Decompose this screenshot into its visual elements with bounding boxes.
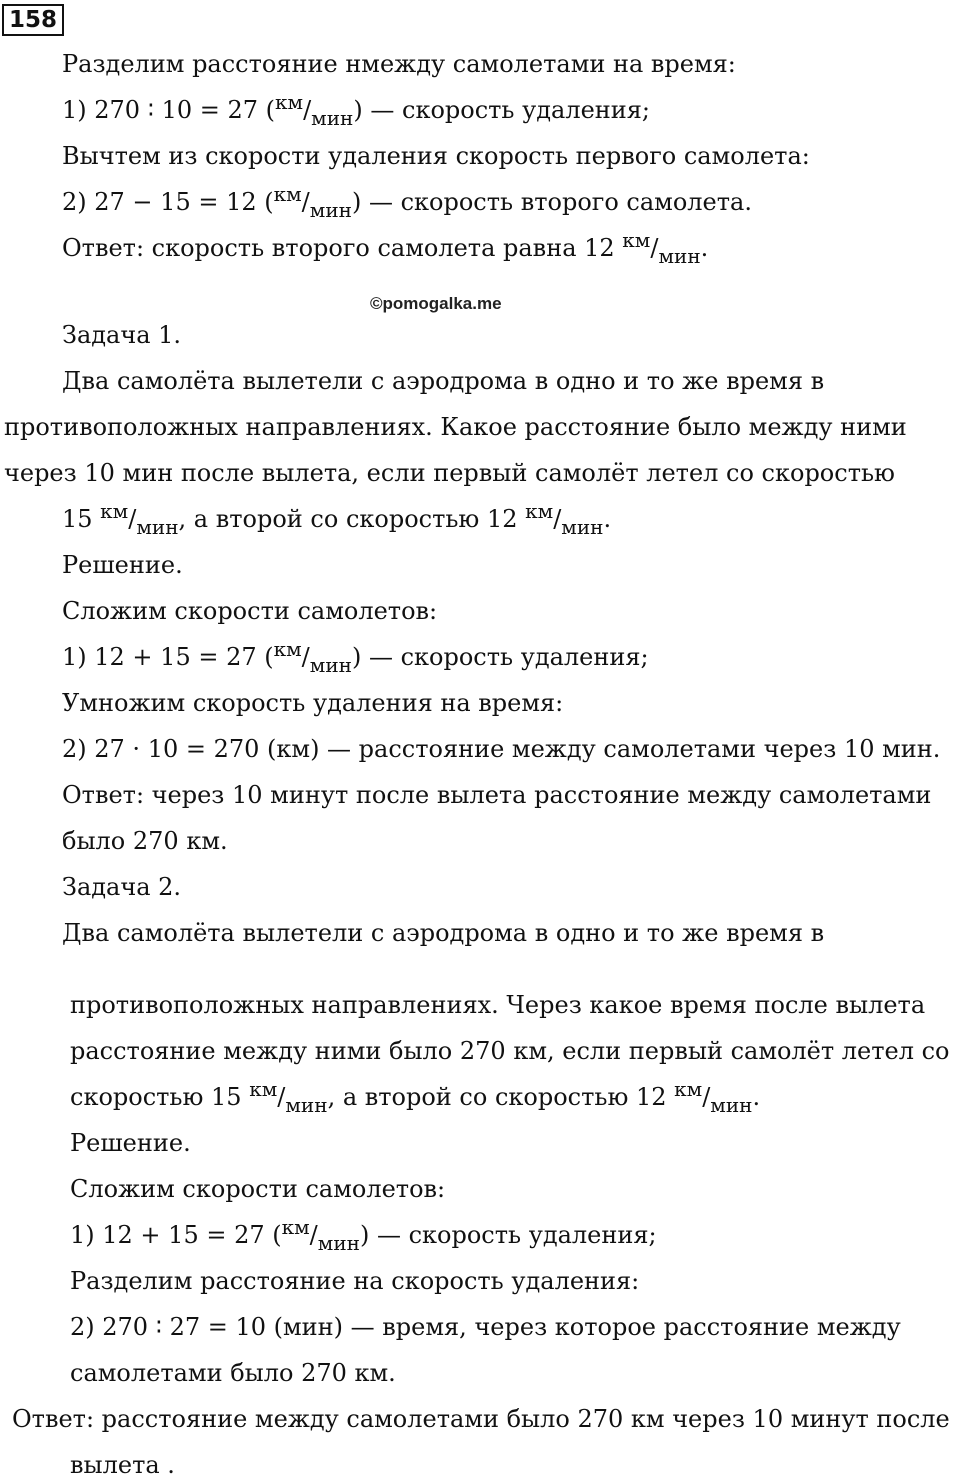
answer-line: Ответ: скорость второго самолета равна 12 $^{км}/_{мин}$.: [62, 228, 709, 268]
text-line: самолетами было 270 км.: [70, 1359, 396, 1387]
text-line: расстояние между ними было 270 км, если первый самолёт летел со: [70, 1037, 950, 1065]
text-line: 1) 12 + 15 = 27 $(^{км}/_{мин})$ — скорость удаления;: [70, 1215, 657, 1255]
text-line: 2) 270 ∶ 27 = 10 (мин) — время, через которое расстояние между: [70, 1313, 901, 1341]
answer-line: было 270 км.: [62, 827, 228, 855]
text-line: 2) 27 − 15 = 12 $(^{км}/_{мин})$ — скорость второго самолета.: [62, 182, 752, 222]
text-line: Вычтем из скорости удаления скорость первого самолета:: [62, 142, 810, 170]
solution-label: Решение.: [70, 1129, 191, 1157]
task-title: Задача 2.: [62, 873, 182, 901]
text-line: Разделим расстояние нмежду самолетами на время:: [62, 50, 736, 78]
text-line: противоположных направлениях. Через какое время после вылета: [70, 991, 926, 1019]
answer-line: Ответ: расстояние между самолетами было 270 км через 10 минут после: [12, 1405, 950, 1433]
task-title: Задача 1.: [62, 321, 182, 349]
solution-label: Решение.: [62, 551, 183, 579]
text-line: противоположных направлениях. Какое расстояние было между ними: [4, 413, 907, 441]
text-line: Сложим скорости самолетов:: [62, 597, 438, 625]
text-line: 15 $^{км}/_{мин}$, а второй со скоростью 12 $^{км}/_{мин}$.: [62, 499, 612, 539]
unit-min: мин: [311, 106, 354, 130]
answer-line: Ответ: через 10 минут после вылета расстояние между самолетами: [62, 781, 932, 809]
problem-number: 158: [2, 4, 64, 36]
watermark: ©pomogalka.me: [370, 294, 502, 313]
text-line: Сложим скорости самолетов:: [70, 1175, 446, 1203]
unit-km: км: [275, 90, 304, 114]
text-line: 1) 12 + 15 = 27 $(^{км}/_{мин})$ — скорость удаления;: [62, 637, 649, 677]
text-line: Два самолёта вылетели с аэродрома в одно и то же время в: [62, 367, 825, 395]
text-line: скоростью 15 $^{км}/_{мин}$, а второй со скоростью 12 $^{км}/_{мин}$.: [70, 1077, 761, 1117]
text-line: Умножим скорость удаления на время:: [62, 689, 564, 717]
answer-line: вылета .: [70, 1451, 175, 1479]
text-line: Два самолёта вылетели с аэродрома в одно и то же время в: [62, 919, 825, 947]
text-line: Разделим расстояние на скорость удаления:: [70, 1267, 640, 1295]
text-line: 2) 27 · 10 = 270 (км) — расстояние между самолетами через 10 мин.: [62, 735, 941, 763]
text-line: через 10 мин после вылета, если первый самолёт летел со скоростью: [4, 459, 895, 487]
text-line: 1) 270 ∶ 10 = 27 $(^{км}/_{мин})$ — скорость удаления;: [62, 90, 651, 130]
